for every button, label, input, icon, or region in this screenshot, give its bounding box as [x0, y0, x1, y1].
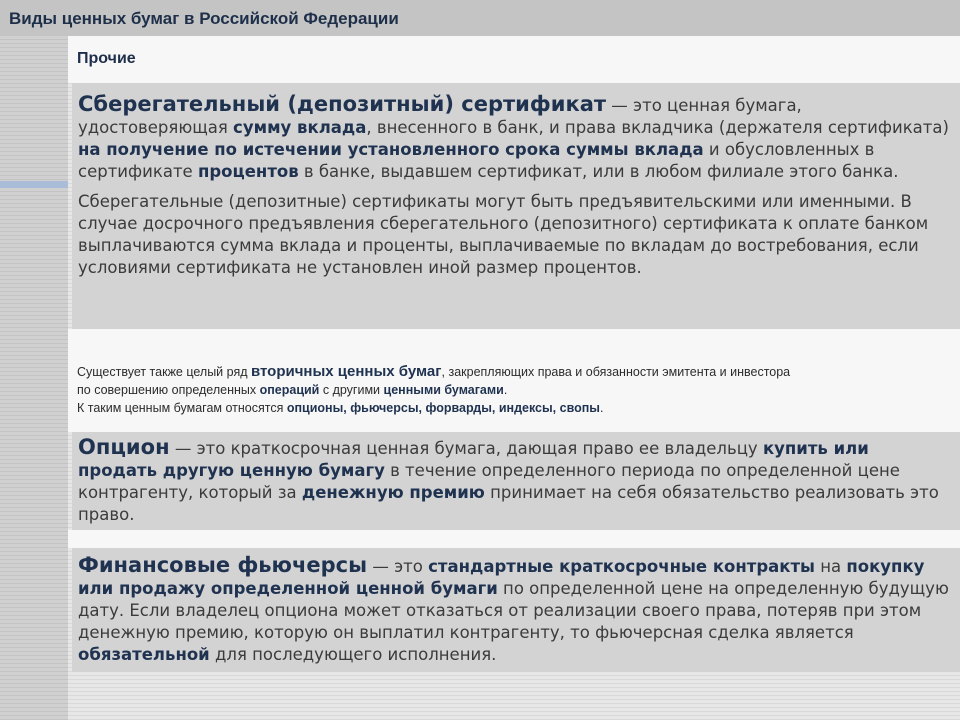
- text-fragment: в течение определенного периода по определенной цене контрагенту, который за: [78, 461, 900, 502]
- blue-accent-stripe: [0, 181, 68, 188]
- text-fragment: — это: [367, 557, 429, 576]
- text-fragment: К таким ценным бумагам относятся: [77, 401, 287, 415]
- text-fragment: — это ценная бумага, удостоверяющая: [78, 96, 802, 137]
- text-fragment: .: [599, 401, 604, 415]
- left-decorative-band: [0, 36, 68, 720]
- text-fragment: .: [503, 383, 508, 397]
- futures-section: [72, 548, 960, 672]
- slide-title: Виды ценных бумаг в Российской Федерации: [9, 9, 399, 28]
- option-term: Опцион: [78, 435, 170, 459]
- text-fragment: — это краткосрочная ценная бумага, дающая право ее владельцу: [169, 439, 763, 458]
- bold-fragment: покупку или продажу определенной ценной бумаги: [78, 557, 925, 598]
- section-label: Прочие: [77, 50, 136, 67]
- certificate-term: Сберегательный (депозитный) сертификат: [78, 92, 607, 116]
- text-fragment: в банке, выдавшем сертификат, или в любом филиале этого банка.: [298, 162, 899, 181]
- futures-definition: [78, 554, 952, 666]
- text-fragment: на: [814, 557, 847, 576]
- text-fragment: , внесенного в банк, и права вкладчика (держателя сертификата): [366, 118, 949, 137]
- certificate-definition: [78, 93, 952, 183]
- text-fragment: и обусловленных в сертификате: [78, 140, 875, 181]
- note-line-1: [77, 363, 953, 381]
- bold-fragment: денежную премию: [301, 483, 485, 502]
- text-fragment: по совершению определенных: [77, 383, 260, 397]
- bold-fragment: сумму вклада: [233, 118, 367, 137]
- note-line-3: [77, 399, 953, 417]
- text-fragment: Существует также целый ряд: [77, 365, 251, 379]
- secondary-securities-note: [77, 363, 953, 417]
- text-fragment: , закрепляющих права и обязанности эмитента и инвестора: [441, 365, 791, 379]
- text-fragment: для последующего исполнения.: [209, 645, 497, 664]
- bold-fragment: операций: [259, 383, 320, 397]
- option-definition: [78, 436, 952, 526]
- label-background: [68, 36, 960, 83]
- bold-fragment: стандартные краткосрочные контракты: [428, 557, 815, 576]
- bold-fragment: обязательной: [78, 645, 210, 664]
- certificate-section: [72, 83, 960, 329]
- futures-term: Финансовые фьючерсы: [78, 553, 368, 577]
- text-fragment: с другими: [319, 383, 384, 397]
- option-section: [72, 432, 960, 530]
- note-line-2: [77, 381, 953, 399]
- text-fragment: принимает на себя обязательство реализовать это право.: [78, 483, 939, 524]
- bold-fragment: вторичных ценных бумаг: [251, 363, 442, 380]
- text-fragment: по определенной цене на определенную будущую дату. Если владелец опциона может отказаться от реализации своего права, потеряв при этом денежную премию, которую он выплатил контрагенту, то фьючерсная сделка является: [78, 579, 949, 642]
- bold-fragment: процентов: [197, 162, 299, 181]
- certificate-details: Сберегательные (депозитные) сертификаты могут быть предъявительскими или именными. В случае досрочного предъявления сберегательного (депозитного) сертификата к оплате банком выплачиваются сумма вклада и проценты, выплачиваемые по вкладам до востребования, если условиями сертификата не установлен иной размер процентов.: [78, 192, 929, 277]
- spacer-background: [68, 530, 960, 548]
- bold-fragment: купить или продать другую ценную бумагу: [78, 439, 869, 480]
- bold-fragment: ценными бумагами: [383, 383, 504, 397]
- bold-fragment: на получение по истечении установленного срока суммы вклада: [78, 140, 704, 159]
- bold-fragment: опционы, фьючерсы, форварды, индексы, свопы: [286, 401, 600, 415]
- title-bar: [0, 0, 960, 37]
